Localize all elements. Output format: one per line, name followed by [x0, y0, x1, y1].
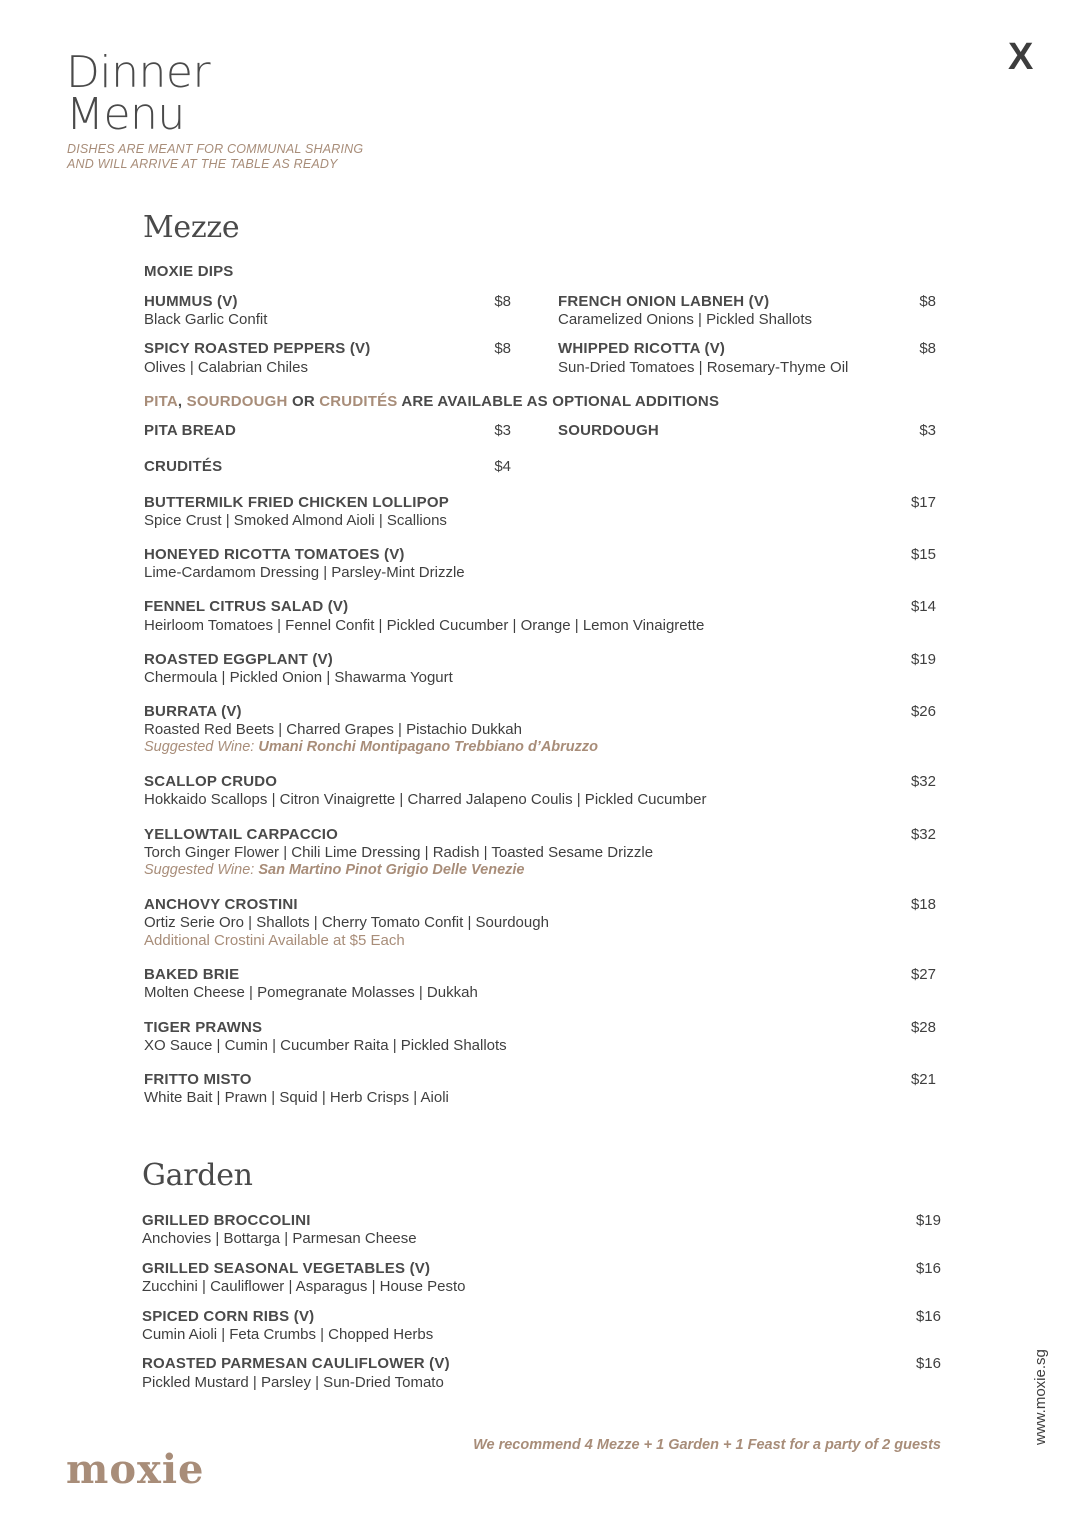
dip-price: $8 [919, 293, 936, 310]
item-desc: Hokkaido Scallops | Citron Vinaigrette | Charred Jalapeno Coulis | Pickled Cucumber [144, 791, 707, 808]
side-name: SOURDOUGH [558, 422, 659, 439]
wine-name: San Martino Pinot Grigio Delle Venezie [258, 862, 525, 878]
item-name: ANCHOVY CROSTINI [144, 896, 298, 913]
additions-sep: , [177, 393, 187, 410]
item-name: SCALLOP CRUDO [144, 773, 278, 790]
dip-price: $8 [919, 340, 936, 357]
item-name: BAKED BRIE [144, 966, 240, 983]
item-desc: Heirloom Tomatoes | Fennel Confit | Pickled Cucumber | Orange | Lemon Vinaigrette [144, 617, 705, 634]
section-title-mezze: Mezze [143, 210, 240, 245]
side-name: CRUDITÉS [144, 458, 223, 475]
side-name: PITA BREAD [144, 422, 236, 439]
item-price: $27 [910, 966, 936, 983]
suggested-wine [144, 739, 598, 755]
additions-word: PITA [144, 393, 178, 410]
item-price: $17 [910, 494, 936, 511]
close-button[interactable]: X [1008, 36, 1034, 78]
title-line-1: Dinner [66, 47, 211, 98]
dip-desc: Sun-Dried Tomatoes | Rosemary-Thyme Oil [558, 359, 849, 376]
item-desc: Chermoula | Pickled Onion | Shawarma Yogurt [144, 669, 453, 686]
item-desc: Pickled Mustard | Parsley | Sun-Dried Tomato [142, 1374, 444, 1391]
recommendation: We recommend 4 Mezze + 1 Garden + 1 Feast for a party of 2 guests [473, 1437, 941, 1453]
item-desc: Torch Ginger Flower | Chili Lime Dressing | Radish | Toasted Sesame Drizzle [144, 844, 654, 861]
wine-label: Suggested Wine: [144, 862, 259, 878]
item-desc: Molten Cheese | Pomegranate Molasses | Dukkah [144, 984, 478, 1001]
item-name: SPICED CORN RIBS (V) [142, 1308, 315, 1325]
suggested-wine [144, 862, 525, 878]
item-price: $15 [910, 546, 936, 563]
item-price: $26 [910, 703, 936, 720]
item-price: $28 [910, 1019, 936, 1036]
logo: moxie [66, 1446, 205, 1493]
dip-desc: Olives | Calabrian Chiles [144, 359, 308, 376]
dip-name: HUMMUS (V) [144, 293, 238, 310]
item-desc: Roasted Red Beets | Charred Grapes | Pistachio Dukkah [144, 721, 522, 738]
item-price: $32 [910, 773, 936, 790]
side-price: $3 [494, 422, 511, 439]
tagline [67, 142, 363, 172]
item-desc: Anchovies | Bottarga | Parmesan Cheese [142, 1230, 417, 1247]
item-desc: Lime-Cardamom Dressing | Parsley-Mint Drizzle [144, 564, 465, 581]
dip-name: FRENCH ONION LABNEH (V) [558, 293, 770, 310]
title-line-2: Menu [66, 89, 185, 140]
item-name: BURRATA (V) [144, 703, 242, 720]
item-name: GRILLED SEASONAL VEGETABLES (V) [142, 1260, 431, 1277]
website-link[interactable]: www.moxie.sg [1032, 1349, 1049, 1445]
additions-word: SOURDOUGH [186, 393, 288, 410]
item-desc: Zucchini | Cauliflower | Asparagus | House Pesto [142, 1278, 466, 1295]
item-name: TIGER PRAWNS [144, 1019, 263, 1036]
wine-label: Suggested Wine: [144, 739, 259, 755]
item-desc: XO Sauce | Cumin | Cucumber Raita | Pickled Shallots [144, 1037, 507, 1054]
additions-word: CRUDITÉS [319, 393, 398, 410]
item-price: $19 [915, 1212, 941, 1229]
additions-sep: OR [287, 393, 320, 410]
item-desc: Cumin Aioli | Feta Crumbs | Chopped Herbs [142, 1326, 434, 1343]
item-name: ROASTED PARMESAN CAULIFLOWER (V) [142, 1355, 450, 1372]
section-title-garden: Garden [142, 1158, 253, 1193]
item-desc: White Bait | Prawn | Squid | Herb Crisps | Aioli [144, 1089, 449, 1106]
item-name: FENNEL CITRUS SALAD (V) [144, 598, 349, 615]
item-name: YELLOWTAIL CARPACCIO [144, 826, 338, 843]
dip-desc: Caramelized Onions | Pickled Shallots [558, 311, 813, 328]
item-desc: Spice Crust | Smoked Almond Aioli | Scallions [144, 512, 447, 529]
tagline-line-1: DISHES ARE MEANT FOR COMMUNAL SHARING [67, 142, 364, 156]
dips-heading: MOXIE DIPS [144, 263, 234, 280]
item-name: GRILLED BROCCOLINI [142, 1212, 311, 1229]
item-name: ROASTED EGGPLANT (V) [144, 651, 334, 668]
dip-name: WHIPPED RICOTTA (V) [558, 340, 726, 357]
wine-name: Umani Ronchi Montipagano Trebbiano d’Abruzzo [258, 739, 599, 755]
item-price: $32 [910, 826, 936, 843]
item-name: BUTTERMILK FRIED CHICKEN LOLLIPOP [144, 494, 449, 511]
item-name: HONEYED RICOTTA TOMATOES (V) [144, 546, 405, 563]
item-price: $21 [910, 1071, 936, 1088]
page-title [66, 47, 211, 140]
dip-price: $8 [494, 340, 511, 357]
website[interactable] [1012, 1340, 1049, 1445]
item-price: $16 [915, 1355, 941, 1372]
item-price: $18 [910, 896, 936, 913]
item-note: Additional Crostini Available at $5 Each [144, 932, 405, 949]
item-price: $16 [915, 1260, 941, 1277]
additions-note [144, 393, 719, 410]
tagline-line-2: AND WILL ARRIVE AT THE TABLE AS READY [67, 157, 338, 171]
item-price: $19 [910, 651, 936, 668]
additions-sep: ARE AVAILABLE AS OPTIONAL ADDITIONS [397, 393, 720, 410]
item-price: $14 [910, 598, 936, 615]
dip-desc: Black Garlic Confit [144, 311, 268, 328]
item-name: FRITTO MISTO [144, 1071, 252, 1088]
side-price: $3 [919, 422, 936, 439]
side-price: $4 [494, 458, 511, 475]
item-desc: Ortiz Serie Oro | Shallots | Cherry Tomato Confit | Sourdough [144, 914, 549, 931]
item-price: $16 [915, 1308, 941, 1325]
dip-name: SPICY ROASTED PEPPERS (V) [144, 340, 371, 357]
dip-price: $8 [494, 293, 511, 310]
